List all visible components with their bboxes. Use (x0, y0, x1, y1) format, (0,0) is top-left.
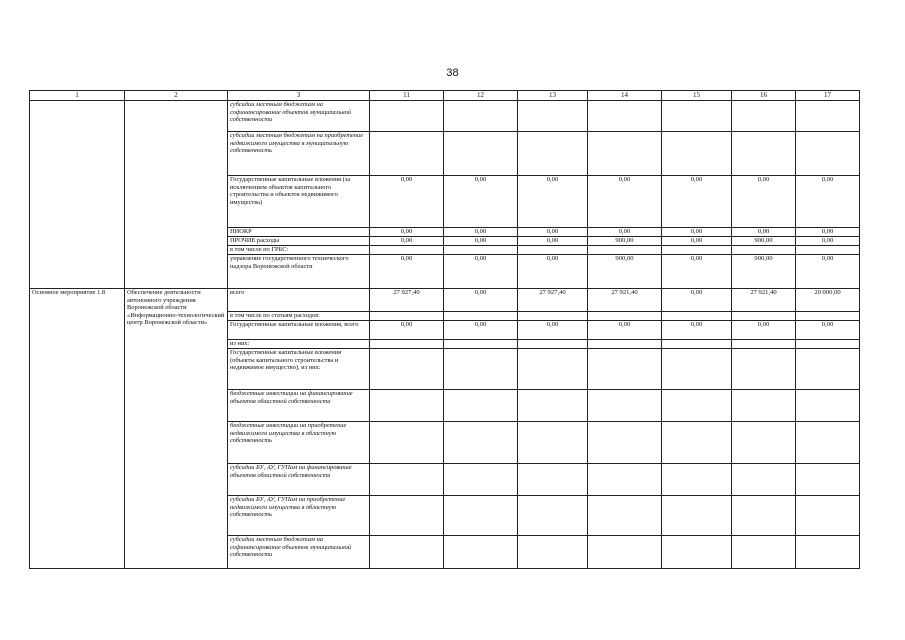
value-cell: 0,00 (796, 255, 860, 289)
value-cell (370, 132, 444, 176)
value-cell (370, 464, 444, 496)
value-cell (796, 349, 860, 390)
value-cell: 0,00 (588, 228, 662, 237)
value-cell: 27 927,40 (518, 289, 588, 312)
value-cell (444, 246, 518, 255)
table-row (30, 101, 860, 132)
value-cell (518, 132, 588, 176)
row-label: субсидии местным бюджетам на приобретение недвижимого имущества в муниципальную собственность (228, 132, 370, 176)
value-cell: 0,00 (370, 176, 444, 228)
value-cell: 0,00 (588, 321, 662, 340)
value-cell (444, 464, 518, 496)
value-cell (444, 422, 518, 464)
blank-cell-col2 (125, 101, 228, 289)
row-label: субсидии БУ, АУ, ГУПам на приобретение недвижимого имущества в областную собственность (228, 496, 370, 536)
value-cell: 0,00 (796, 176, 860, 228)
value-cell (370, 390, 444, 422)
table-row (30, 289, 860, 312)
value-cell (518, 536, 588, 569)
value-cell (796, 340, 860, 349)
row-label: бюджетные инвестиции на финансирование объектов областной собственности (228, 390, 370, 422)
value-cell (662, 246, 732, 255)
value-cell (518, 422, 588, 464)
value-cell (662, 496, 732, 536)
value-cell: 0,00 (444, 289, 518, 312)
value-cell (732, 312, 796, 321)
value-cell (370, 101, 444, 132)
value-cell (732, 340, 796, 349)
value-cell (662, 390, 732, 422)
value-cell: 0,00 (796, 321, 860, 340)
value-cell (370, 422, 444, 464)
row-label: Государственные капитальные вложения (объекты капитального строительства и недвижимое имущество), из них: (228, 349, 370, 390)
value-cell: 0,00 (662, 228, 732, 237)
value-cell: 27 927,40 (370, 289, 444, 312)
row-label: в том числе по статьям расходов: (228, 312, 370, 321)
value-cell (796, 422, 860, 464)
value-cell: 900,00 (588, 237, 662, 246)
value-cell (588, 340, 662, 349)
value-cell: 900,00 (588, 255, 662, 289)
value-cell (796, 536, 860, 569)
value-cell: 0,00 (370, 255, 444, 289)
value-cell (444, 340, 518, 349)
value-cell: 0,00 (732, 176, 796, 228)
value-cell: 27 921,40 (588, 289, 662, 312)
value-cell (370, 536, 444, 569)
value-cell: 0,00 (370, 228, 444, 237)
value-cell (518, 246, 588, 255)
value-cell: 20 000,00 (796, 289, 860, 312)
column-header: 12 (444, 91, 518, 101)
value-cell (588, 246, 662, 255)
value-cell (732, 101, 796, 132)
value-cell: 0,00 (444, 237, 518, 246)
value-cell: 0,00 (370, 237, 444, 246)
value-cell: 0,00 (444, 176, 518, 228)
value-cell (662, 536, 732, 569)
value-cell (370, 312, 444, 321)
value-cell: 0,00 (518, 255, 588, 289)
value-cell: 0,00 (518, 237, 588, 246)
value-cell (796, 101, 860, 132)
row-label: субсидии БУ, АУ, ГУПам на финансирование объектов областной собственности (228, 464, 370, 496)
value-cell (588, 536, 662, 569)
value-cell: 0,00 (370, 321, 444, 340)
value-cell: 0,00 (518, 321, 588, 340)
column-header: 13 (518, 91, 588, 101)
row-label: субсидии местным бюджетам на софинансирование объектов муниципальной собственности (228, 101, 370, 132)
value-cell (518, 340, 588, 349)
value-cell (588, 390, 662, 422)
value-cell: 0,00 (662, 176, 732, 228)
value-cell: 0,00 (732, 321, 796, 340)
value-cell (518, 464, 588, 496)
value-cell (588, 312, 662, 321)
row-label: бюджетные инвестиции на приобретение недвижимого имущества в областную собственность (228, 422, 370, 464)
value-cell (588, 132, 662, 176)
value-cell (796, 496, 860, 536)
value-cell (444, 312, 518, 321)
row-label: всего (228, 289, 370, 312)
column-header: 17 (796, 91, 860, 101)
value-cell: 0,00 (662, 289, 732, 312)
value-cell (662, 132, 732, 176)
value-cell (662, 349, 732, 390)
value-cell: 0,00 (518, 176, 588, 228)
value-cell (732, 464, 796, 496)
blank-cell-col1 (30, 101, 125, 289)
table-header-row (30, 91, 860, 101)
value-cell: 27 921,40 (732, 289, 796, 312)
value-cell (444, 132, 518, 176)
column-header: 11 (370, 91, 444, 101)
value-cell (796, 132, 860, 176)
page-number: 38 (446, 67, 459, 79)
value-cell (444, 496, 518, 536)
value-cell (370, 246, 444, 255)
column-header: 15 (662, 91, 732, 101)
row-label: Государственные капитальные вложения, всего (228, 321, 370, 340)
value-cell (732, 422, 796, 464)
column-header: 2 (125, 91, 228, 101)
value-cell (588, 349, 662, 390)
value-cell (444, 390, 518, 422)
row-label: ПРОЧИЕ расходы (228, 237, 370, 246)
value-cell: 0,00 (732, 228, 796, 237)
value-cell: 0,00 (662, 255, 732, 289)
value-cell: 0,00 (796, 228, 860, 237)
value-cell (370, 349, 444, 390)
value-cell (370, 496, 444, 536)
value-cell (732, 536, 796, 569)
value-cell (444, 101, 518, 132)
value-cell (518, 349, 588, 390)
value-cell (588, 496, 662, 536)
column-header: 16 (732, 91, 796, 101)
value-cell (444, 349, 518, 390)
budget-table (29, 90, 860, 569)
value-cell: 0,00 (796, 237, 860, 246)
value-cell: 900,00 (732, 237, 796, 246)
value-cell (732, 390, 796, 422)
value-cell (518, 390, 588, 422)
row-label: НИОКР (228, 228, 370, 237)
value-cell: 900,00 (732, 255, 796, 289)
value-cell (662, 312, 732, 321)
value-cell (796, 246, 860, 255)
column-header: 3 (228, 91, 370, 101)
row-label: Государственные капитальные вложения (за исключением объектов капитального строительства и объектов недвижимого имущества) (228, 176, 370, 228)
value-cell (662, 101, 732, 132)
value-cell: 0,00 (662, 237, 732, 246)
value-cell (732, 496, 796, 536)
value-cell: 0,00 (444, 321, 518, 340)
value-cell (518, 312, 588, 321)
value-cell (796, 312, 860, 321)
value-cell (444, 536, 518, 569)
column-header: 14 (588, 91, 662, 101)
value-cell (796, 390, 860, 422)
row-label: в том числе по ГРБС: (228, 246, 370, 255)
value-cell (588, 464, 662, 496)
value-cell (662, 422, 732, 464)
value-cell (732, 246, 796, 255)
value-cell (732, 132, 796, 176)
value-cell (588, 101, 662, 132)
value-cell: 0,00 (444, 255, 518, 289)
value-cell (588, 422, 662, 464)
value-cell (662, 464, 732, 496)
value-cell (732, 349, 796, 390)
row-label: из них: (228, 340, 370, 349)
value-cell (370, 340, 444, 349)
value-cell: 0,00 (518, 228, 588, 237)
value-cell (662, 340, 732, 349)
event-number-cell: Основное мероприятие 1.8 (30, 289, 125, 569)
table-body (30, 101, 860, 569)
row-label: субсидии местным бюджетам на софинансирование объектов муниципальной собственности (228, 536, 370, 569)
event-description-cell: Обеспечение деятельности автономного учреждения Воронежской области «Информационно-технологический центр Воронежской области» (125, 289, 228, 569)
value-cell (518, 101, 588, 132)
column-header: 1 (30, 91, 125, 101)
value-cell (796, 464, 860, 496)
value-cell (518, 496, 588, 536)
value-cell: 0,00 (662, 321, 732, 340)
value-cell: 0,00 (588, 176, 662, 228)
row-label: управление государственного технического надзора Воронежской области (228, 255, 370, 289)
value-cell: 0,00 (444, 228, 518, 237)
